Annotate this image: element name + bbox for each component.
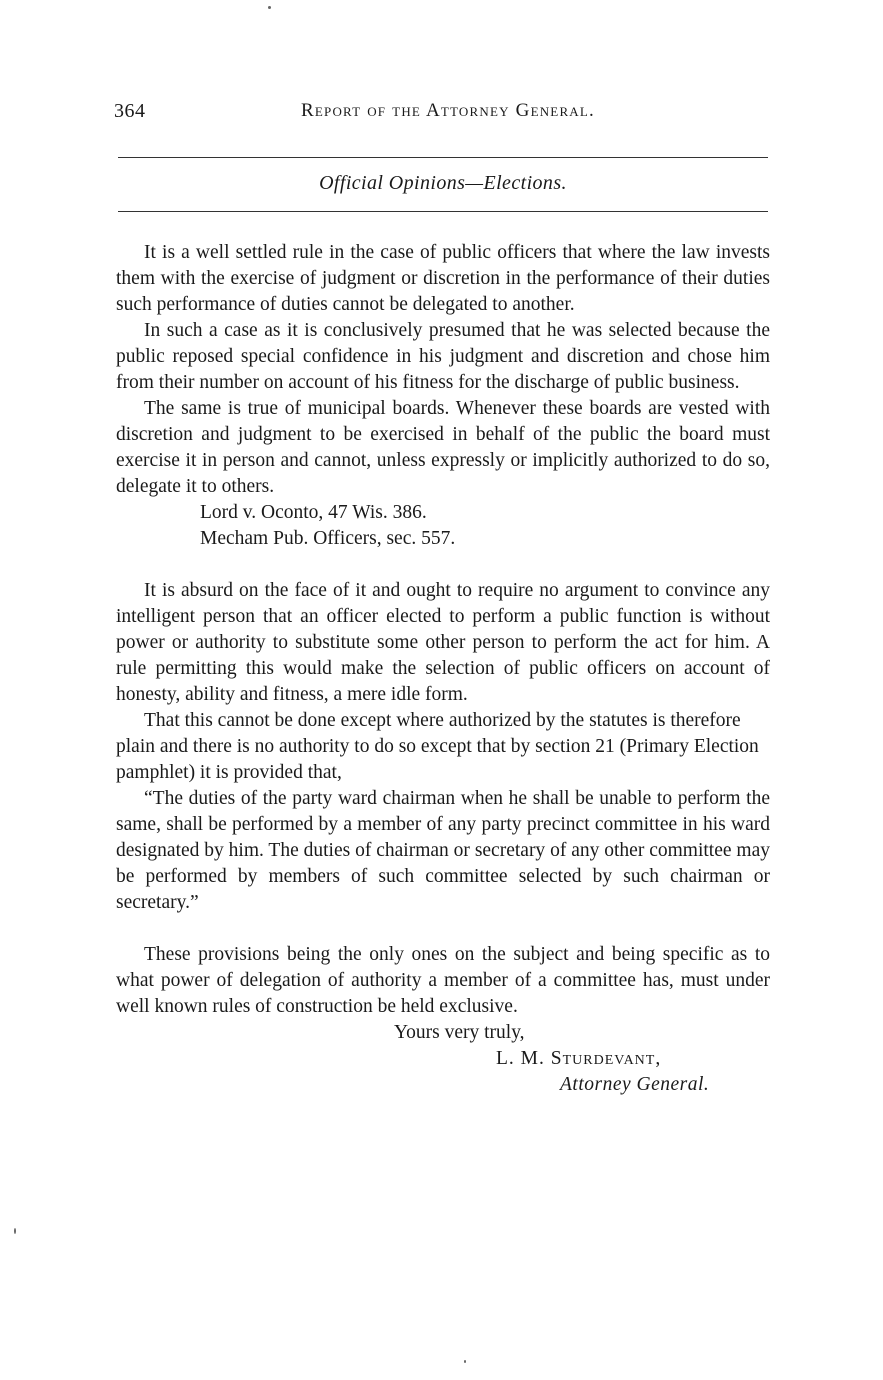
citation-1: Lord v. Oconto, 47 Wis. 386. xyxy=(200,502,427,523)
page-number: 364 xyxy=(114,100,146,122)
bottom-rule xyxy=(118,211,768,212)
section-title: Official Opinions—Elections. xyxy=(319,172,567,194)
paragraph-6: These provisions being the only ones on the subject and being specific as to what power of delegation of authority a member of a committee has, must under well known rules of construction be held exclusive. xyxy=(116,944,770,1017)
salutation: Yours very truly, xyxy=(394,1022,525,1043)
paragraph-1: It is a well settled rule in the case of public officers that where the law invests them with the exercise of judgment or discretion in the performance of their duties such performance of duties cannot be delegated to another. xyxy=(116,242,770,315)
citation-2: Mecham Pub. Officers, sec. 557. xyxy=(200,528,456,549)
scan-speck xyxy=(268,6,271,9)
statute-quote: “The duties of the party ward chairman when he shall be unable to perform the same, shall be performed by a member of any party precinct committee in his ward designated by him. The duties of chairman or secretary of any other committee may be performed by members of such committee selected by such chairman or secretary.” xyxy=(116,788,770,913)
scan-speck xyxy=(14,1228,16,1234)
spacer xyxy=(116,552,770,578)
paragraph-2: In such a case as it is conclusively presumed that he was selected because the public reposed special confidence in his judgment and discretion and chose him from their number on account of his fitness for the discharge of public business. xyxy=(116,320,770,393)
signatory-title: Attorney General. xyxy=(560,1074,710,1095)
paragraph-3: The same is true of municipal boards. Whenever these boards are vested with discretion and judgment to be exercised in behalf of the public the board must exercise it in person and cannot, unless expressly or implicitly authorized to do so, delegate it to others. xyxy=(116,398,770,497)
page-header xyxy=(114,100,770,130)
document-body xyxy=(116,240,770,1106)
top-rule xyxy=(118,157,768,158)
scan-speck xyxy=(464,1360,466,1363)
running-head: Report of the Attorney General. xyxy=(301,100,595,121)
letter-closing xyxy=(116,1020,770,1106)
paragraph-5: That this cannot be done except where authorized by the statutes is therefore plain and there is no authority to do so except that by section 21 (Primary Election pamphlet) it is provided that, xyxy=(116,710,759,783)
citation-list xyxy=(200,500,770,552)
spacer xyxy=(116,916,770,942)
signatory-name: L. M. Sturdevant, xyxy=(496,1048,662,1069)
paragraph-4: It is absurd on the face of it and ought to require no argument to convince any intelligent person that an officer elected to perform a public function is without power or authority to substitute some other person to perform the act for him. A rule permitting this would make the selection of public officers on account of honesty, ability and fitness, a mere idle form. xyxy=(116,580,770,705)
